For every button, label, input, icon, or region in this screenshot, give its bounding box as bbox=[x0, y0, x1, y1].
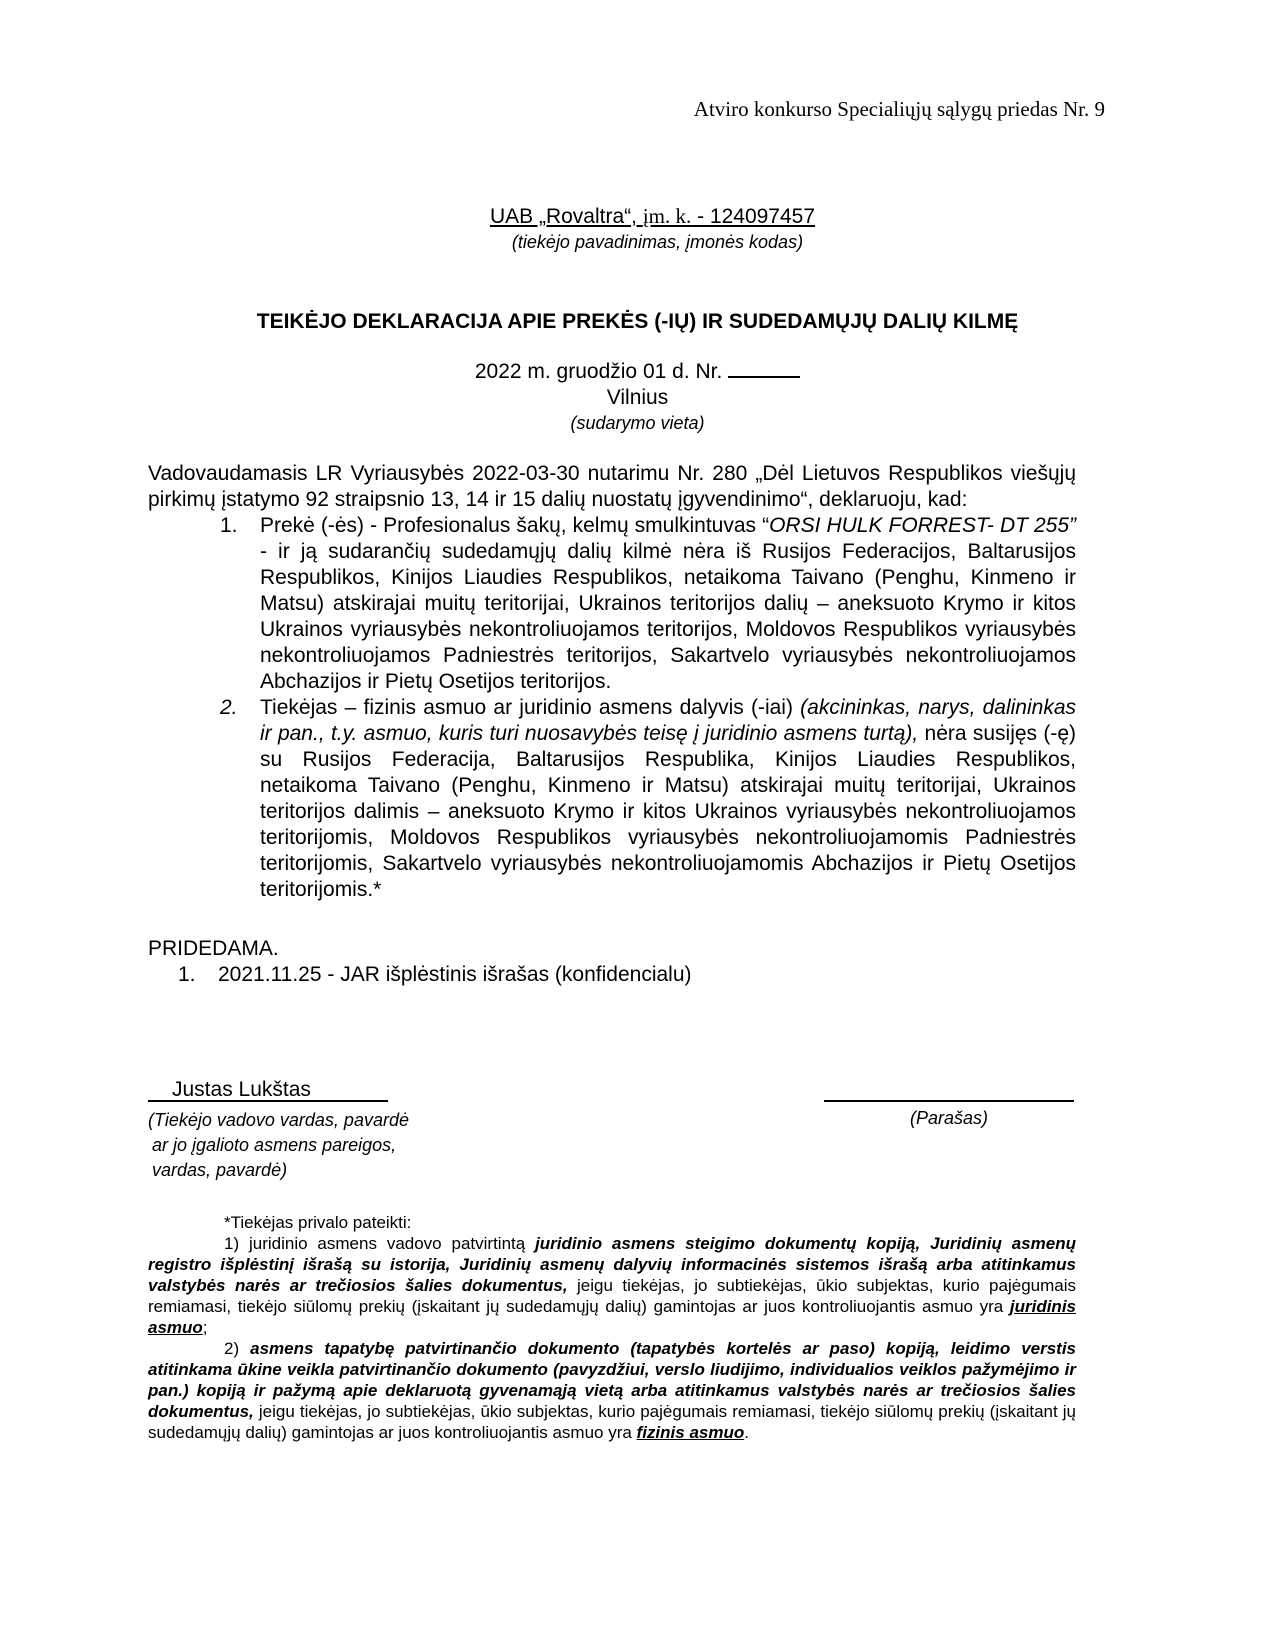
caption-line: ar jo įgalioto asmens pareigos, bbox=[152, 1135, 397, 1155]
footnote-item-2 bbox=[148, 1338, 1076, 1443]
footnote-underlined: juridinis asmuo bbox=[148, 1297, 1076, 1337]
attachments-heading: PRIDEDAMA. bbox=[148, 937, 279, 960]
date-text: 2022 m. gruodžio 01 d. Nr. bbox=[474, 360, 729, 383]
declaration-body bbox=[148, 461, 1076, 903]
supplier-caption: (tiekėjo pavadinimas, įmonės kodas) bbox=[511, 232, 804, 252]
supplier-code-label: įm. k. bbox=[642, 204, 692, 228]
footnote-bold: juridinio asmens steigimo dokumentų kopiją, Juridinių asmenų registro išplėstinį išrašą su istorija, Juridinių asmenų dalyvių informacinės sistemos išrašą arba atitinkamus valstybės narės ar trečiosios šalies dokumentus, bbox=[148, 1234, 1076, 1295]
supplier-company: UAB „Rovaltra“, bbox=[489, 205, 643, 228]
signatory-name: Justas Lukštas bbox=[148, 1078, 388, 1102]
footnote-text: jeigu tiekėjas, jo subtiekėjas, ūkio subjektas, kurio pajėgumais remiamasi, tiekėjo siūlomų prekių (įskaitant jų sudedamųjų dalių) gamintojas ar juos kontroliuojantis asmuo yra bbox=[148, 1276, 1076, 1316]
list-item bbox=[148, 695, 1076, 903]
list-number: 1. bbox=[220, 514, 238, 537]
signature-line bbox=[824, 1100, 1074, 1102]
product-name: ORSI HULK FORREST- DT 255” bbox=[769, 514, 1076, 537]
place: Vilnius bbox=[606, 386, 669, 409]
footnote-underlined: fizinis asmuo bbox=[636, 1423, 745, 1442]
document-title: TEIKĖJO DEKLARACIJA APIE PREKĖS (-IŲ) IR SUDEDAMŲJŲ DALIŲ KILMĘ bbox=[256, 310, 1019, 333]
caption-line: (Tiekėjo vadovo vardas, pavardė bbox=[148, 1110, 409, 1130]
footnote-item-1 bbox=[148, 1233, 1076, 1338]
item-text-cont: nėra susijęs (-ę) su Rusijos Federacija, Baltarusijos Respublika, Kinijos Liaudies Respublikos, netaikoma Taivano (Penghu, Kinmeno ir Matsu) atskirajai muitų teritorijai, Ukrainos teritorijos dalimis – aneksuoto Krymo ir kitos Ukrainos vyriausybės nekontroliuojamos teritorijomis, Moldovos Respublikos vyriausybės nekontroliuojamomis Padniestrės teritorijomis, Sakartvelo vyriausybės nekontroliuojamomis Abchazijos ir Pietų Osetijos teritorijomis.* bbox=[260, 722, 1077, 901]
list-item bbox=[148, 513, 1076, 695]
caption-line: vardas, pavardė) bbox=[152, 1160, 288, 1180]
appendix-label: Atviro konkurso Specialiųjų sąlygų priedas Nr. 9 bbox=[693, 97, 1105, 121]
supplier-code: - 124097457 bbox=[691, 205, 816, 228]
attachment-item bbox=[148, 962, 692, 988]
signatory bbox=[148, 1078, 388, 1102]
item-text-cont: - ir ją sudarančių sudedamųjų dalių kilmė nėra iš Rusijos Federacijos, Baltarusijos Respublikos, Kinijos Liaudies Respublikos, netaikoma Taivano (Penghu, Kinmeno ir Matsu) atskirajai muitų teritorijai, Ukrainos teritorijos dalių – aneksuoto Krymo ir kitos Ukrainos vyriausybės nekontroliuojamos teritorijos, Moldovos Respublikos vyriausybės nekontroliuojamos Padniestrės teritorijos, Sakartvelo vyriausybės nekontroliuojamos Abchazijos ir Pietų Osetijos teritorijos. bbox=[260, 540, 1076, 693]
list-number: 2. bbox=[220, 696, 238, 719]
footnote-text: . bbox=[744, 1423, 749, 1442]
date-line bbox=[0, 360, 1275, 384]
footnote-text: ; bbox=[202, 1318, 208, 1337]
supplier-name bbox=[0, 204, 1275, 229]
attachments bbox=[148, 936, 692, 988]
footnote-text: 1) juridinio asmens vadovo patvirtintą bbox=[224, 1234, 536, 1253]
footnote-bold: asmens tapatybę patvirtinančio dokumento (tapatybės kortelės ar paso) kopiją, leidimo verstis atitinkama ūkine veikla patvirtinančio dokumento (pavyzdžiui, verslo liudijimo, individualios veiklos pažymėjimo ir pan.) kopiją ir pažymą apie deklaruotą gyvenamąją vietą arba atitinkamus valstybės narės ar trečiosios šalies dokumentus, bbox=[148, 1339, 1077, 1421]
item-italic-note: (akcininkas, narys, dalininkas ir pan., t.y. asmuo, kuris turi nuosavybės teisę į juridinio asmens turtą), bbox=[260, 696, 1077, 745]
footnote-text: jeigu tiekėjas, jo subtiekėjas, ūkio subjektas, kurio pajėgumais remiamasi, tiekėjo siūlomų prekių (įskaitant jų sudedamųjų dalių) gamintojas ar juos kontroliuojantis asmuo yra bbox=[148, 1402, 1076, 1442]
attachment-text: 2021.11.25 - JAR išplėstinis išrašas (konfidencialu) bbox=[218, 963, 692, 986]
supplier-line bbox=[490, 204, 815, 229]
place-caption: (sudarymo vieta) bbox=[570, 413, 705, 433]
signature-caption: (Parašas) bbox=[909, 1108, 989, 1128]
item-text: Tiekėjas – fizinis asmuo ar juridinio asmens dalyvis (-iai) bbox=[260, 696, 801, 719]
footnote-heading: *Tiekėjas privalo pateikti: bbox=[224, 1213, 412, 1232]
footnote-text: 2) bbox=[224, 1339, 251, 1358]
attachment-number: 1. bbox=[178, 963, 196, 986]
intro-paragraph: Vadovaudamasis LR Vyriausybės 2022-03-30 nutarimu Nr. 280 „Dėl Lietuvos Respublikos viešųjų pirkimų įstatymo 92 straipsnio 13, 14 ir 15 dalių nuostatų įgyvendinimo“, deklaruoju, kad: bbox=[148, 462, 1076, 511]
signatory-caption bbox=[148, 1108, 409, 1183]
item-text: Prekė (-ės) - Profesionalus šakų, kelmų smulkintuvas “ bbox=[260, 514, 770, 537]
footnote bbox=[148, 1212, 1076, 1443]
declaration-list bbox=[148, 513, 1076, 903]
number-blank bbox=[728, 360, 800, 378]
